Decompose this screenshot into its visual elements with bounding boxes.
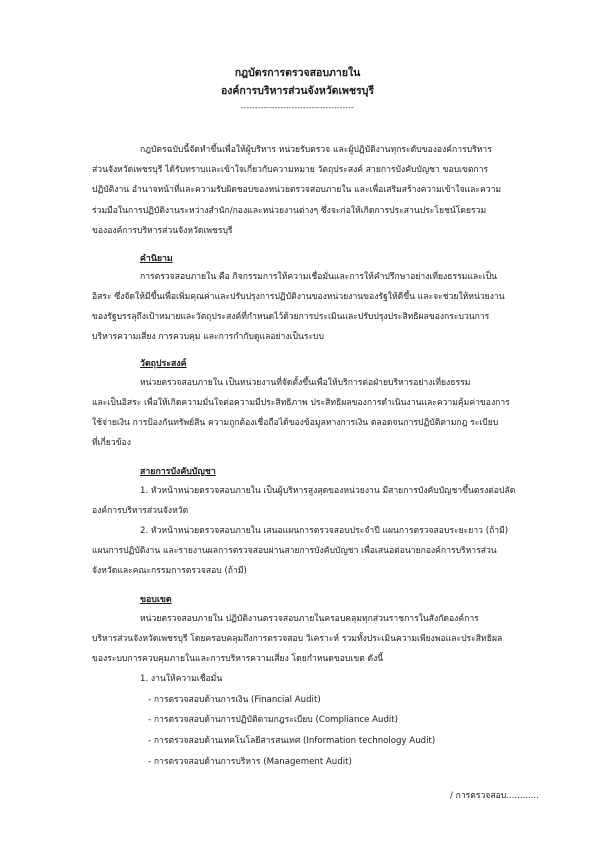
continuation-note: / การตรวจสอบ............: [450, 791, 539, 801]
title-line-1: กฎบัตรการตรวจสอบภายใน: [234, 67, 361, 79]
scope-list-item: - การตรวจสอบด้านการปฏิบัติตามกฎระเบียบ (Compliance Audit): [148, 715, 399, 725]
scope-line: ของระบบการควบคุมภายในและการบริหารความเสี่ยง โดยกำหนดขอบเขต ดังนี้: [92, 654, 384, 664]
objective-heading: วัตถุประสงค์: [140, 359, 187, 369]
command-heading: สายการบังคับบัญชา: [140, 467, 216, 477]
intro-line: ปฏิบัติงาน อำนาจหน้าที่และความรับผิดชอบของหน่วยตรวจสอบภายใน และเพื่อเสริมสร้างความเข้าใจและความ: [92, 185, 502, 195]
definition-line: บริหารความเสี่ยง การควบคุม และการกำกับดูแลอย่างเป็นระบบ: [92, 332, 324, 342]
scope-list-item: - การตรวจสอบด้านเทคโนโลยีสารสนเทศ (Information technology Audit): [148, 736, 436, 746]
command-line: จังหวัดและคณะกรรมการตรวจสอบ (ถ้ามี): [92, 566, 247, 576]
scope-line: หน่วยตรวจสอบภายใน ปฏิบัติงานตรวจสอบภายในครอบคลุมทุกส่วนราชการในสังกัดองค์การ: [140, 614, 479, 624]
intro-line: ร่วมมือในการปฏิบัติงานระหว่างสำนัก/กองและหน่วยงานต่างๆ ซึ่งจะก่อให้เกิดการประสานประโยชน์โดยรวม: [92, 206, 487, 216]
scope-list-item: - การตรวจสอบด้านการเงิน (Financial Audit): [148, 695, 321, 705]
definition-line: ของรัฐบรรลุถึงเป้าหมายและวัตถุประสงค์ที่กำหนดไว้ด้วยการประเมินและปรับปรุงประสิทธิผลของกระบวนการ: [92, 312, 490, 322]
command-line: 2. หัวหน้าหน่วยตรวจสอบภายใน เสนอแผนการตรวจสอบประจำปี แผนการตรวจสอบระยะยาว (ถ้ามี): [140, 526, 509, 536]
title-divider: ----------------------------------------: [240, 104, 355, 112]
intro-line: ขององค์การบริหารส่วนจังหวัดเพชรบุรี: [92, 226, 233, 236]
intro-line: ส่วนจังหวัดเพชรบุรี ได้รับทราบและเข้าใจเกี่ยวกับความหมาย วัตถุประสงค์ สายการบังคับบัญชา ขอบเขตการ: [92, 165, 489, 175]
command-line: แผนการปฏิบัติงาน และรายงานผลการตรวจสอบผ่านสายการบังคับบัญชา เพื่อเสนอต่อนายกองค์การบริหารส่วน: [92, 546, 497, 556]
objective-line: ที่เกี่ยวข้อง: [92, 438, 131, 448]
objective-line: หน่วยตรวจสอบภายใน เป็นหน่วยงานที่จัดตั้งขึ้นเพื่อให้บริการต่อฝ่ายบริหารอย่างเที่ยงธรรม: [140, 378, 471, 388]
title-line-2: องค์การบริหารส่วนจังหวัดเพชรบุรี: [220, 85, 375, 97]
intro-line: กฎบัตรฉบับนี้จัดทำขึ้นเพื่อให้ผู้บริหาร หน่วยรับตรวจ และผู้ปฏิบัติงานทุกระดับขององค์การบริหาร: [140, 145, 492, 155]
command-line: 1. หัวหน้าหน่วยตรวจสอบภายใน เป็นผู้บริหารสูงสุดของหน่วยงาน มีสายการบังคับบัญชาขึ้นตรงต่อปลัด: [140, 486, 516, 496]
scope-line: 1. งานให้ความเชื่อมั่น: [140, 674, 223, 684]
scope-list-item: - การตรวจสอบด้านการบริหาร (Management Audit): [148, 757, 352, 767]
objective-line: และเป็นอิสระ เพื่อให้เกิดความมั่นใจต่อความมีประสิทธิภาพ ประสิทธิผลของการดำเนินงานและความคุ้มค่าของการ: [92, 398, 510, 408]
objective-line: ใช้จ่ายเงิน การป้องกันทรัพย์สิน ความถูกต้องเชื่อถือได้ของข้อมูลทางการเงิน ตลอดจนการปฏิบัติตามกฎ ระเบียบ: [92, 418, 499, 428]
definition-line: อิสระ ซึ่งจัดให้มีขึ้นเพื่อเพิ่มคุณค่าและปรับปรุงการปฏิบัติงานของหน่วยงานของรัฐให้ดีขึ้น และจะช่วยให้หน่วยงาน: [92, 292, 505, 302]
scope-heading: ขอบเขต: [140, 595, 172, 605]
scope-line: บริหารส่วนจังหวัดเพชรบุรี โดยครอบคลุมถึงการตรวจสอบ วิเคราะห์ รวมทั้งประเมินความเพียงพอและประสิทธิผล: [92, 634, 503, 644]
definition-line: การตรวจสอบภายใน คือ กิจกรรมการให้ความเชื่อมั่นและการให้คำปรึกษาอย่างเที่ยงธรรมและเป็น: [140, 272, 498, 282]
command-line: องค์การบริหารส่วนจังหวัด: [92, 506, 189, 516]
definition-heading: คำนิยาม: [140, 254, 173, 264]
